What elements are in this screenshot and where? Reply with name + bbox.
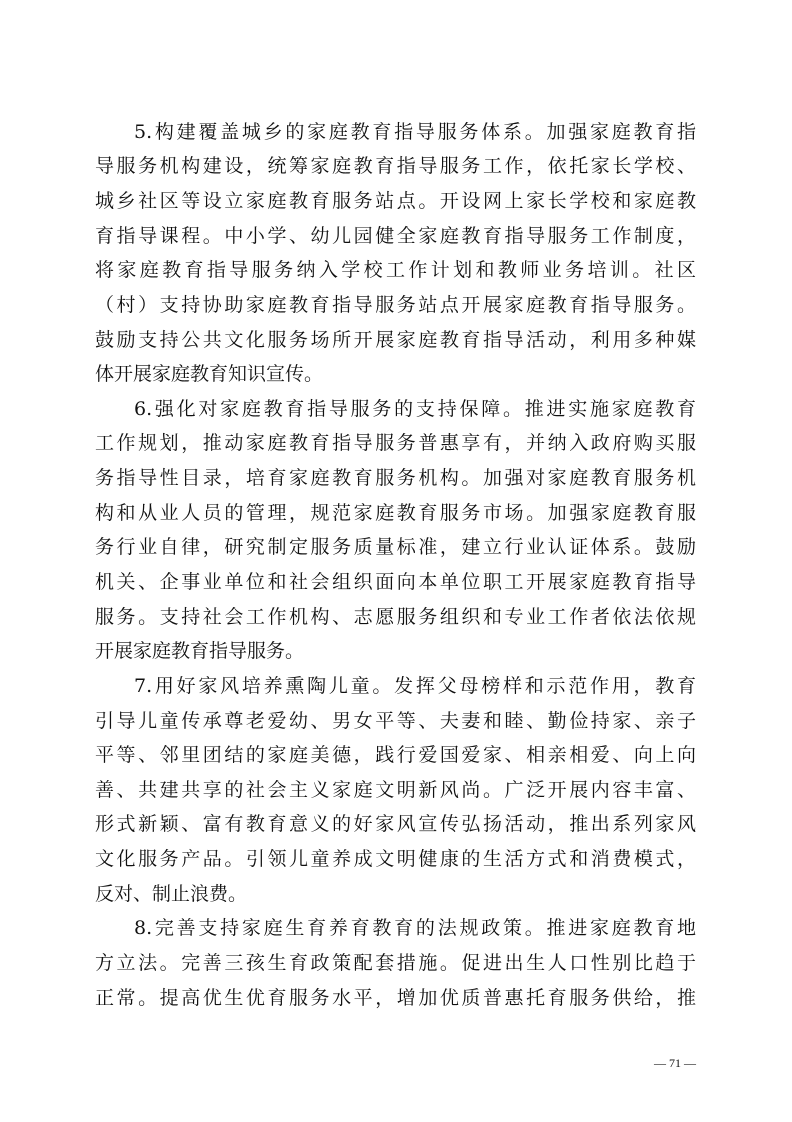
text-line: 服务。支持社会工作机构、志愿服务组织和专业工作者依法依规 [95, 606, 696, 628]
text-line: 工作规划，推动家庭教育指导服务普惠享有，并纳入政府购买服 [95, 432, 696, 454]
text-line: 平等、邻里团结的家庭美德，践行爱国爱家、相亲相爱、向上向 [95, 744, 696, 766]
text-line: 育指导课程。中小学、幼儿园健全家庭教育指导服务工作制度， [95, 225, 696, 247]
text-line: 反对、制止浪费。 [95, 883, 248, 905]
text-line: 方立法。完善三孩生育政策配套措施。促进出生人口性别比趋于 [95, 952, 696, 974]
text-line: 形式新颖、富有教育意义的好家风宣传弘扬活动，推出系列家风 [95, 813, 696, 835]
text-line: 6.强化对家庭教育指导服务的支持保障。推进实施家庭教育 [134, 398, 696, 420]
text-line: 开展家庭教育指导服务。 [95, 640, 305, 662]
text-line: 机关、企事业单位和社会组织面向本单位职工开展家庭教育指导 [95, 571, 696, 593]
page-number: — 71 — [654, 1056, 696, 1070]
text-line: 8.完善支持家庭生育养育教育的法规政策。推进家庭教育地 [134, 917, 696, 939]
text-line: 5.构建覆盖城乡的家庭教育指导服务体系。加强家庭教育指 [134, 121, 696, 143]
text-line: 城乡社区等设立家庭教育服务站点。开设网上家长学校和家庭教 [95, 190, 696, 212]
text-line: 7.用好家风培养熏陶儿童。发挥父母榜样和示范作用，教育 [134, 675, 696, 697]
text-line: 文化服务产品。引领儿童养成文明健康的生活方式和消费模式， [95, 848, 696, 870]
text-line: 务行业自律，研究制定服务质量标准，建立行业认证体系。鼓励 [95, 536, 696, 558]
text-line: 导服务机构建设，统筹家庭教育指导服务工作，依托家长学校、 [95, 155, 696, 177]
text-line: 正常。提高优生优育服务水平，增加优质普惠托育服务供给，推 [95, 987, 696, 1009]
text-line: （村）支持协助家庭教育指导服务站点开展家庭教育指导服务。 [95, 294, 696, 316]
text-line: 构和从业人员的管理，规范家庭教育服务市场。加强家庭教育服 [95, 502, 696, 524]
text-line: 务指导性目录，培育家庭教育服务机构。加强对家庭教育服务机 [95, 467, 696, 489]
text-line: 鼓励支持公共文化服务场所开展家庭教育指导活动，利用多种媒 [95, 329, 696, 351]
text-line: 引导儿童传承尊老爱幼、男女平等、夫妻和睦、勤俭持家、亲子 [95, 710, 696, 732]
text-line: 善、共建共享的社会主义家庭文明新风尚。广泛开展内容丰富、 [95, 779, 696, 801]
text-line: 将家庭教育指导服务纳入学校工作计划和教师业务培训。社区 [95, 259, 696, 281]
text-line: 体开展家庭教育知识宣传。 [95, 363, 324, 385]
